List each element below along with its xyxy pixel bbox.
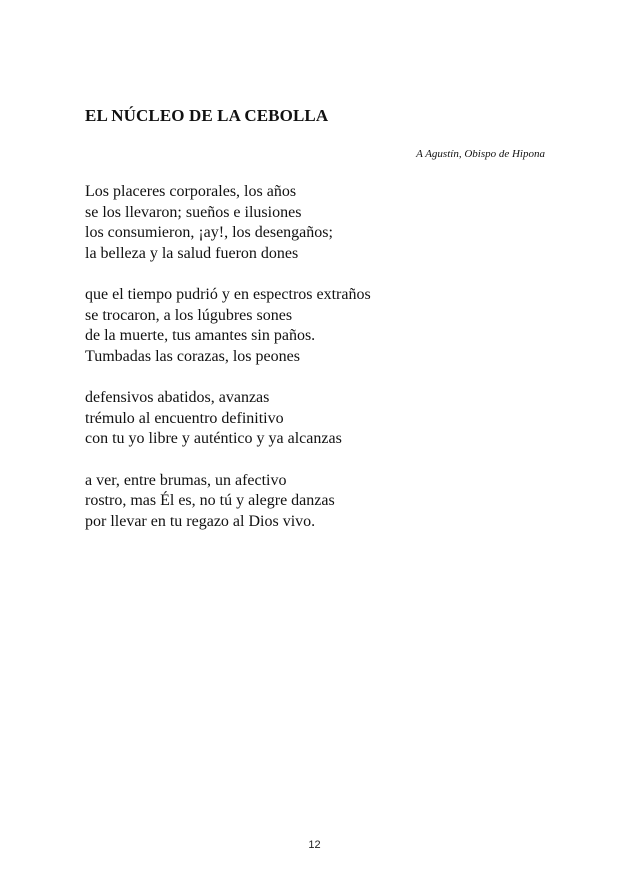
stanza-4 xyxy=(85,471,565,533)
poem-line: Tumbadas las corazas, los peones xyxy=(85,347,300,365)
poem-line: se los llevaron; sueños e ilusiones xyxy=(85,203,302,221)
poem-line: con tu yo libre y auténtico y ya alcanzas xyxy=(85,430,342,447)
poem-line: trémulo al encuentro definitivo xyxy=(85,409,284,427)
stanza-3 xyxy=(85,388,565,450)
poem-line: defensivos abatidos, avanzas xyxy=(85,389,270,406)
poem-line: a ver, entre brumas, un afectivo xyxy=(85,471,287,489)
page-number: 12 xyxy=(308,839,321,851)
poem-line: los consumieron, ¡ay!, los desengaños; xyxy=(85,224,333,241)
poem-line: por llevar en tu regazo al Dios vivo. xyxy=(85,512,316,530)
stanza-1 xyxy=(85,182,565,264)
poem-line: la belleza y la salud fueron dones xyxy=(85,244,299,262)
poem-body xyxy=(85,182,565,553)
poem-line: que el tiempo pudrió y en espectros extraños xyxy=(85,286,371,303)
stanza-2 xyxy=(85,285,565,367)
poem-line: de la muerte, tus amantes sin paños. xyxy=(85,327,316,344)
poem-line: rostro, mas Él es, no tú y alegre danzas xyxy=(85,492,335,509)
poem-dedication: A Agustín, Obispo de Hipona xyxy=(416,148,545,160)
poem-line: Los placeres corporales, los años xyxy=(85,183,297,200)
poem-line: se trocaron, a los lúgubres sones xyxy=(85,306,293,324)
poem-title: EL NÚCLEO DE LA CEBOLLA xyxy=(85,106,329,125)
